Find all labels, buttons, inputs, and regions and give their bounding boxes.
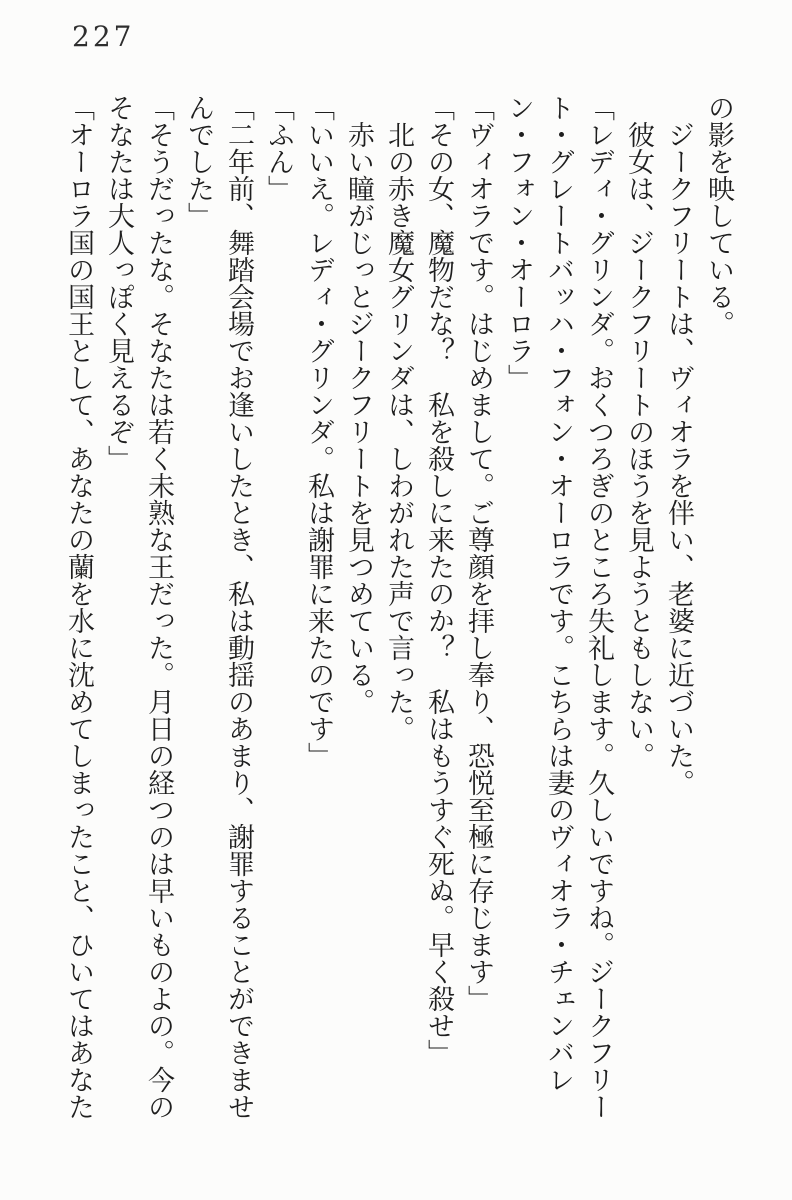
text-line: んでした」 <box>183 94 214 229</box>
text-line: ト・グレートバッハ・フォン・オーロラです。こちらは妻のヴィオラ・チェンバレ <box>543 94 574 1093</box>
page-number: 227 <box>72 20 135 53</box>
text-line: 「二年前、舞踏会場でお逢いしたとき、私は動揺のあまり、謝罪することができませ <box>223 94 254 1120</box>
text-line: 「いいえ。レディ・グリンダ。私は謝罪に来たのです」 <box>303 94 334 769</box>
text-line: 「オーロラ国の国王として、あなたの蘭を水に沈めてしまったこと、ひいてはあなた <box>63 94 94 1120</box>
text-line: 「そうだったな。そなたは若く未熟な王だった。月日の経つのは早いものよの。今の <box>143 94 174 1120</box>
text-line: 「レディ・グリンダ。おくつろぎのところ失礼します。久しいですね。ジークフリー <box>583 94 614 1120</box>
text-line: ン・フォン・オーロラ」 <box>503 94 534 391</box>
text-line: 「ヴィオラです。はじめまして。ご尊顔を拝し奉り、恐悦至極に存じます」 <box>463 94 494 1012</box>
text-line: 「ふん」 <box>263 94 294 202</box>
text-line: 北の赤き魔女グリンダは、しわがれた声で言った。 <box>383 94 414 742</box>
text-line: ジークフリートは、ヴィオラを伴い、老婆に近づいた。 <box>663 94 694 796</box>
text-line: の影を映している。 <box>703 94 734 337</box>
text-line: そなたは大人っぽく見えるぞ」 <box>103 94 134 472</box>
vertical-text-block <box>56 94 738 1130</box>
text-line: 彼女は、ジークフリートのほうを見ようともしない。 <box>623 94 654 769</box>
text-line: 赤い瞳がじっとジークフリートを見つめている。 <box>343 94 374 715</box>
text-line: 「その女、魔物だな？ 私を殺しに来たのか？ 私はもうすぐ死ぬ。早く殺せ」 <box>423 94 454 1066</box>
